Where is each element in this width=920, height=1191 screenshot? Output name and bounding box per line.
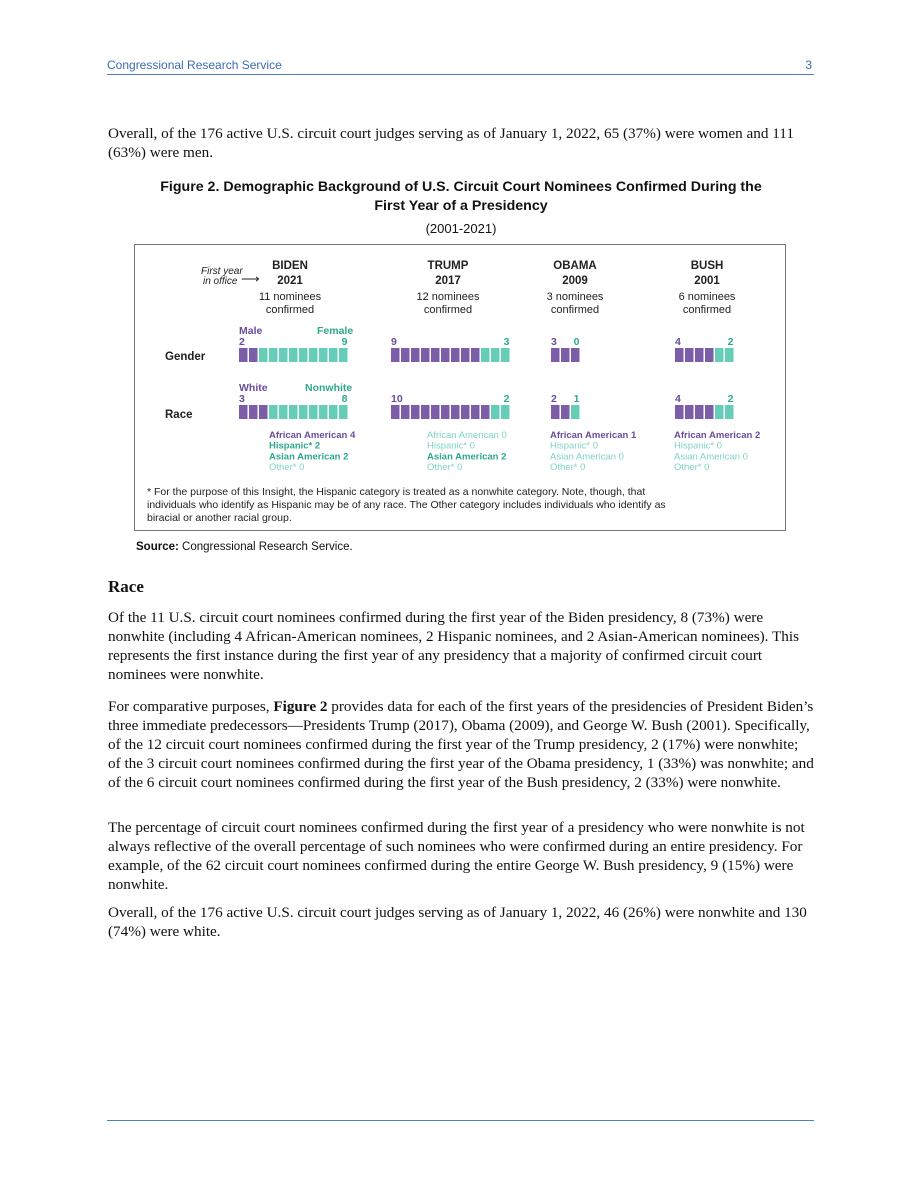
biden-nonwhite-square <box>319 405 328 419</box>
biden-male-square <box>239 348 248 362</box>
biden-white-square <box>249 405 258 419</box>
infographic-svg <box>135 245 785 530</box>
trump-male-square <box>421 348 430 362</box>
first-year-label-2: in office <box>203 276 238 287</box>
page-header <box>107 58 814 75</box>
biden-year: 2021 <box>277 275 303 287</box>
figure-2-reference: Figure 2 <box>273 698 328 715</box>
trump-female-square <box>501 348 510 362</box>
bush-white-square <box>685 405 694 419</box>
biden-male-square <box>249 348 258 362</box>
obama-nominees-count: 3 nominees <box>546 291 604 303</box>
trump-male-square <box>401 348 410 362</box>
trump-female-square <box>491 348 500 362</box>
biden-nonwhite-square <box>329 405 338 419</box>
biden-female-square <box>259 348 268 362</box>
bush-female-square <box>715 348 724 362</box>
male-legend-label: Male <box>239 325 263 337</box>
trump-name: TRUMP <box>427 260 469 272</box>
biden-name: BIDEN <box>272 260 308 272</box>
figure-infographic <box>134 244 786 531</box>
trump-white-square <box>441 405 450 419</box>
biden-nonwhite-square <box>269 405 278 419</box>
bush-year: 2001 <box>694 275 720 287</box>
biden-nonwhite-square <box>339 405 348 419</box>
paragraph-comparison-post: provides data for each of the first years of the presidencies of President Biden’s three immediate predecessors—Presidents Trump (2017), Obama (2009), and George W. Bush (2001). Specifically, of the 12 circuit court nominees confirmed during the first year of the Trump presidency, 2 (17%) were nonwhite; of the 3 circuit court nominees confirmed during the first year of the Obama presidency, 1 (33%) was nonwhite; and of the 6 circuit court nominees confirmed during the first year of the Bush presidency, 2 (33%) were nonwhite. <box>108 698 814 791</box>
nonwhite-legend-label: Nonwhite <box>305 382 353 394</box>
bush-white-square <box>695 405 704 419</box>
race-row-label: Race <box>165 409 193 421</box>
trump-nonwhite-count: 2 <box>503 393 510 405</box>
trump-white-square <box>461 405 470 419</box>
obama-male-square <box>571 348 580 362</box>
obama-breakdown-item: Other* 0 <box>550 462 586 474</box>
obama-female-count: 0 <box>573 336 580 348</box>
arrow-icon: ⟶ <box>241 271 260 286</box>
paragraph-percentage-note: The percentage of circuit court nominees confirmed during the first year of a presidency who were nonwhite is not always reflective of the overall percentage of such nominees who were confirmed during an entire presidency. For example, of the 62 circuit court nominees confirmed during the entire George W. Bush presidency, 9 (15%) were nonwhite. <box>108 819 805 893</box>
biden-nominees-count: 11 nominees <box>258 291 322 303</box>
bush-nominees-confirmed: confirmed <box>682 304 732 316</box>
trump-year: 2017 <box>435 275 461 287</box>
biden-female-square <box>299 348 308 362</box>
paragraph-comparison-pre: For comparative purposes, <box>108 698 274 715</box>
biden-breakdown-item: African American 4 <box>269 430 356 441</box>
trump-female-square <box>481 348 490 362</box>
obama-breakdown-item: African American 1 <box>550 430 637 441</box>
bush-white-square <box>705 405 714 419</box>
footnote-line-2: individuals who identify as Hispanic may be of any race. The Other category includes individuals who identify as <box>147 499 666 511</box>
bush-breakdown-item: African American 2 <box>674 430 761 441</box>
biden-nominees-confirmed: confirmed <box>265 304 315 316</box>
trump-white-square <box>451 405 460 419</box>
obama-white-square <box>561 405 570 419</box>
trump-white-square <box>421 405 430 419</box>
header-org-name: Congressional Research Service <box>107 58 282 72</box>
bush-male-count: 4 <box>675 336 681 348</box>
bush-white-count: 4 <box>675 393 681 405</box>
biden-female-square <box>329 348 338 362</box>
bush-nonwhite-count: 2 <box>727 393 734 405</box>
trump-breakdown-item: Asian American 2 <box>427 451 507 463</box>
source-text: Congressional Research Service. <box>178 541 353 553</box>
bush-name: BUSH <box>690 260 724 272</box>
figure-source <box>136 541 353 553</box>
paragraph-comparison <box>108 697 814 792</box>
figure-title-line-1: Figure 2. Demographic Background of U.S. Circuit Court Nominees Confirmed During the <box>160 179 762 195</box>
biden-female-square <box>339 348 348 362</box>
bush-female-count: 2 <box>727 336 734 348</box>
trump-nonwhite-square <box>491 405 500 419</box>
trump-female-count: 3 <box>503 336 510 348</box>
obama-nonwhite-count: 1 <box>573 393 580 405</box>
trump-male-square <box>411 348 420 362</box>
biden-breakdown-item: Hispanic* 2 <box>269 440 321 452</box>
trump-white-square <box>481 405 490 419</box>
trump-male-square <box>391 348 400 362</box>
biden-female-square <box>319 348 328 362</box>
trump-nominees-confirmed: confirmed <box>423 304 473 316</box>
footnote-line-3: biracial or another racial group. <box>147 512 292 524</box>
trump-white-square <box>471 405 480 419</box>
biden-female-square <box>289 348 298 362</box>
white-legend-label: White <box>239 382 268 394</box>
section-heading-race: Race <box>108 577 144 596</box>
female-legend-label: Female <box>317 325 354 337</box>
trump-breakdown-item: Other* 0 <box>427 462 463 474</box>
bush-nonwhite-square <box>715 405 724 419</box>
trump-white-square <box>411 405 420 419</box>
bush-breakdown-item: Asian American 0 <box>674 451 748 463</box>
source-label: Source: <box>136 541 179 553</box>
trump-breakdown-item: Hispanic* 0 <box>427 440 476 452</box>
trump-white-square <box>431 405 440 419</box>
footnote-line-1: * For the purpose of this Insight, the Hispanic category is treated as a nonwhite category. Note, though, that <box>147 486 646 498</box>
paragraph-gender-overall: Overall, of the 176 active U.S. circuit court judges serving as of January 1, 2022, 65 (37%) were women and 111 (63%) were men. <box>108 125 794 161</box>
trump-white-count: 10 <box>391 393 403 405</box>
bush-male-square <box>705 348 714 362</box>
trump-breakdown-item: African American 0 <box>427 430 507 441</box>
trump-male-square <box>461 348 470 362</box>
figure-title-line-2: First Year of a Presidency <box>374 198 548 214</box>
obama-white-count: 2 <box>551 393 557 405</box>
paragraph-biden-race: Of the 11 U.S. circuit court nominees confirmed during the first year of the Biden presidency, 8 (73%) were nonwhite (including 4 African-American nominees, 2 Hispanic nominees, and 2 Asian-American nominees). This represents the first instance during the first year of any presidency that a majority of confirmed circuit court nominees were nonwhite. <box>108 609 799 683</box>
trump-white-square <box>401 405 410 419</box>
trump-white-square <box>391 405 400 419</box>
bush-male-square <box>685 348 694 362</box>
biden-female-count: 9 <box>341 336 348 348</box>
biden-male-count: 2 <box>239 336 245 348</box>
trump-male-square <box>451 348 460 362</box>
bush-nominees-count: 6 nominees <box>678 291 736 303</box>
biden-female-square <box>279 348 288 362</box>
obama-nonwhite-square <box>571 405 580 419</box>
bush-nonwhite-square <box>725 405 734 419</box>
paragraph-race-overall: Overall, of the 176 active U.S. circuit court judges serving as of January 1, 2022, 46 (26%) were nonwhite and 130 (74%) were white. <box>108 904 807 940</box>
footer-rule <box>107 1120 814 1121</box>
obama-nominees-confirmed: confirmed <box>550 304 600 316</box>
biden-nonwhite-square <box>299 405 308 419</box>
biden-nonwhite-square <box>309 405 318 419</box>
trump-nonwhite-square <box>501 405 510 419</box>
obama-year: 2009 <box>562 275 588 287</box>
trump-nominees-count: 12 nominees <box>416 291 480 303</box>
biden-nonwhite-square <box>289 405 298 419</box>
bush-male-square <box>695 348 704 362</box>
bush-white-square <box>675 405 684 419</box>
biden-female-square <box>269 348 278 362</box>
trump-male-count: 9 <box>391 336 397 348</box>
obama-breakdown-item: Asian American 0 <box>550 451 624 463</box>
biden-breakdown-item: Asian American 2 <box>269 451 349 463</box>
obama-male-count: 3 <box>551 336 557 348</box>
gender-row-label: Gender <box>165 351 206 363</box>
page-number: 3 <box>805 58 812 72</box>
biden-nonwhite-square <box>279 405 288 419</box>
biden-white-square <box>239 405 248 419</box>
trump-male-square <box>431 348 440 362</box>
first-year-label-1: First year <box>201 266 243 277</box>
biden-breakdown-item: Other* 0 <box>269 462 305 474</box>
obama-breakdown-item: Hispanic* 0 <box>550 440 599 452</box>
obama-white-square <box>551 405 560 419</box>
biden-nonwhite-count: 8 <box>341 393 348 405</box>
bush-female-square <box>725 348 734 362</box>
biden-female-square <box>309 348 318 362</box>
obama-male-square <box>551 348 560 362</box>
bush-breakdown-item: Other* 0 <box>674 462 710 474</box>
trump-male-square <box>471 348 480 362</box>
biden-white-square <box>259 405 268 419</box>
biden-white-count: 3 <box>239 393 245 405</box>
obama-name: OBAMA <box>553 260 597 272</box>
bush-breakdown-item: Hispanic* 0 <box>674 440 723 452</box>
obama-male-square <box>561 348 570 362</box>
figure-subtitle: (2001-2021) <box>425 221 497 236</box>
figure-title <box>108 178 814 216</box>
bush-male-square <box>675 348 684 362</box>
trump-male-square <box>441 348 450 362</box>
